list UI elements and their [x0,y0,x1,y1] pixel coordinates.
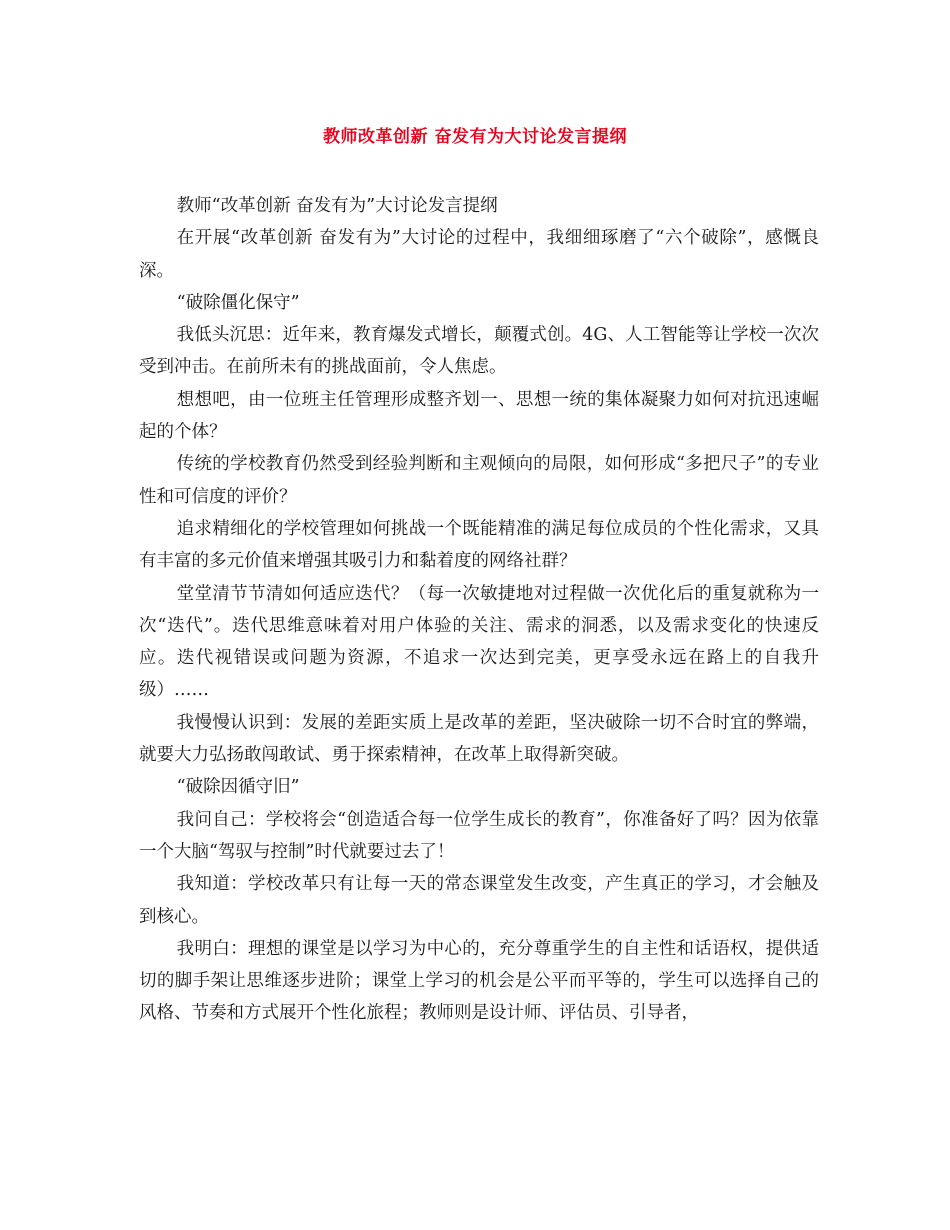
paragraph: 我慢慢认识到：发展的差距实质上是改革的差距，坚决破除一切不合时宜的弊端，就要大力弘扬敢闯敢试、勇于探索精神，在改革上取得新突破。 [139,712,819,766]
paragraph: 想想吧，由一位班主任管理形成整齐划一、思想一统的集体凝聚力如何对抗迅速崛起的个体？ [139,389,819,443]
paragraph-intro: 在开展“改革创新 奋发有为”大讨论的过程中，我细细琢磨了“六个破除”，感慨良深。 [139,228,819,281]
paragraph: 传统的学校教育仍然受到经验判断和主观倾向的局限，如何形成“多把尺子”的专业性和可信度的评价？ [139,454,819,507]
paragraph: 追求精细化的学校管理如何挑战一个既能精准的满足每位成员的个性化需求，又具有丰富的多元价值来增强其吸引力和黏着度的网络社群？ [139,518,819,572]
paragraph: 我低头沉思：近年来，教育爆发式增长，颠覆式创。4G、人工智能等让学校一次次受到冲击。在前所未有的挑战面前，令人焦虑。 [139,325,819,378]
paragraph: 我明白：理想的课堂是以学习为中心的，充分尊重学生的自主性和话语权，提供适切的脚手架让思维逐步进阶；课堂上学习的机会是公平而平等的，学生可以选择自己的风格、节奏和方式展开个性化旅程；教师则是设计师、评估员、引导者， [139,938,819,1024]
paragraph: 我知道：学校改革只有让每一天的常态课堂发生改变，产生真正的学习，才会触及到核心。 [139,874,819,927]
document-body [139,190,819,1030]
document-title: 教师改革创新 奋发有为大讨论发言提纲 [323,127,627,147]
section-heading-2: “破除因循守旧” [176,777,300,798]
paragraph: 我问自己：学校将会“创造适合每一位学生成长的教育”，你准备好了吗？因为依靠一个大脑“驾驭与控制”时代就要过去了！ [139,809,819,862]
paragraph: 堂堂清节节清如何适应迭代？（每一次敏捷地对过程做一次优化后的重复就称为一次“迭代”。迭代思维意味着对用户体验的关注、需求的洞悉，以及需求变化的快速反应。迭代视错误或问题为资源，不追求一次达到完美，更享受永远在路上的自我升级）…… [139,583,819,701]
section-heading-1: “破除僵化保守” [176,292,300,313]
paragraph-subtitle: 教师“改革创新 奋发有为”大讨论发言提纲 [176,196,498,216]
